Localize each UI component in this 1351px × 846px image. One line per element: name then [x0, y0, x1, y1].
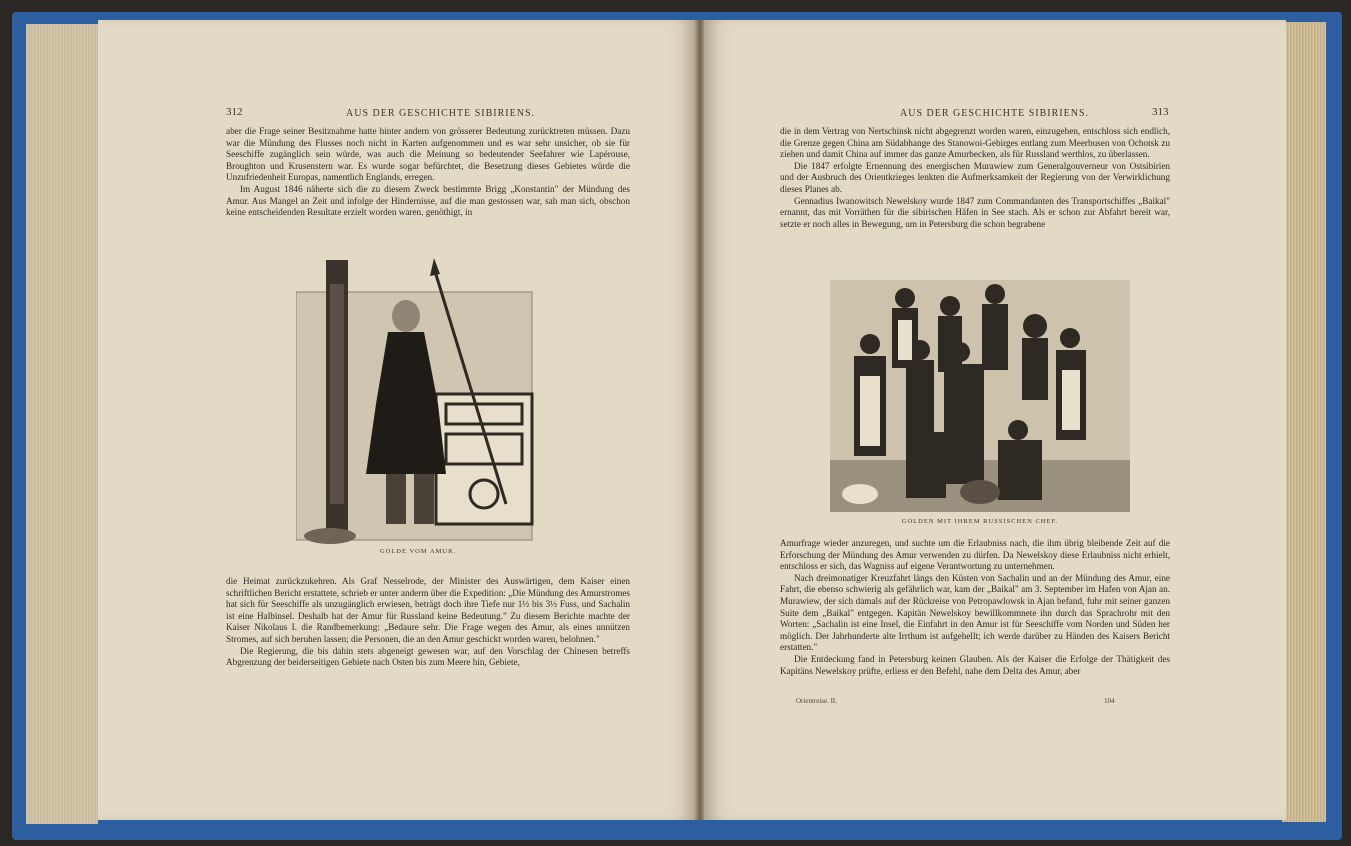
right-page: [704, 20, 1286, 820]
paragraph: Die Regierung, die bis dahin stets abgeneigt gewesen war, auf den Vorschlag der Chinesen betreffs Abgrenzung der beiderseitigen Gebiete nach Osten bis zum Meere hin, Gebiete,: [226, 645, 630, 668]
paragraph: Im August 1846 näherte sich die zu diesem Zweck bestimmte Brigg „Konstantin" der Mündung des Amur. Aus Mangel an Zeit und infolge der Hindernisse, auf die man gestossen war, sah man sich, obschon keine entscheidenden Resultate erzielt worden waren, genöthigt, in: [226, 183, 630, 218]
page-edges-right: [1282, 22, 1326, 822]
paragraph: Die Entdeckung fand in Petersburg keinen Glauben. Als der Kaiser die Erfolge der Thätigkeit des Kapitäns Newelskoy prüfte, erliess er den Befehl, nahe dem Delta des Amur, aber: [780, 653, 1170, 676]
running-head: AUS DER GESCHICHTE SIBIRIENS.: [900, 108, 1090, 119]
left-page: [98, 20, 696, 820]
signature-number: 104: [1104, 697, 1115, 705]
paragraph: die in dem Vertrag von Nertschinsk nicht abgegrenzt worden waren, einzugehen, entschloss sich endlich, die Grenze gegen China am Südabhange des Stanowoi-Gebirges entlang zum Meerbusen von Ochotsk zu ziehen und damit China auf immer das ganze Amurbecken, als für Russland werthlos, zu überlassen.: [780, 126, 1170, 160]
page-number: 312: [226, 106, 243, 118]
paragraph: aber die Frage seiner Besitznahme hatte hinter andern von grösserer Bedeutung zurücktreten müssen. Dazu war die Mündung des Flusses noch nicht in Karten aufgenommen und es war sehr unsicher, ob sie für Seeschiffe zugänglich sein würde, was auch die Meinung so bedeutender Seefahrer wie Lapérouse, Broughton und Krusenstern war. Es wurde sogar befürchtet, die Besetzung dieses Gebietes würde die Unzufriedenheit Europas, namentlich Englands, erregen.: [226, 126, 630, 183]
figure-caption: GOLDEN MIT IHREM RUSSISCHEN CHEF.: [901, 518, 1059, 525]
signature-mark: Orientreise. II.: [796, 697, 838, 705]
paragraph: Nach dreimonatiger Kreuzfahrt längs den Küsten von Sachalin und an der Mündung des Amur, eine Fahrt, die ebenso schwierig als gefährlich war, kam der „Baikal" am 3. September im Hafen von Ajan an. Murawiew, der sich damals auf der Rückreise von Petropawlowsk in Ajan befand, fuhr mit seiner ganzen Suite dem „Baikal" entgegen. Kapitän Newelskoy bewillkommnete ihn durch das Sprachrohr mit den Worten: „Sachalin ist eine Insel, die Einfahrt in den Amur ist für Seeschiffe vom Norden und Süden her möglich. Der Jahrhunderte alte Irrthum ist aufgehellt; ich werde darüber zu Händen des Kaisers Bericht erstatten.": [780, 572, 1170, 653]
running-head: AUS DER GESCHICHTE SIBIRIENS.: [346, 108, 536, 119]
text-block-top: [780, 126, 1170, 230]
paragraph: Amurfrage wieder anzuregen, und suchte um die Erlaubniss nach, die ihm übrig bleibende Zeit auf die Erforschung der Mündung des Amur verwenden zu dürfen. Da Newelskoy diese Erlaubniss nicht erhielt, entschloss er sich, das Wagniss auf eigene Verantwortung zu unternehmen.: [780, 538, 1170, 572]
page-number: 313: [1152, 106, 1169, 118]
text-block-top: [226, 126, 630, 219]
figure-caption: GOLDE VOM AMUR.: [379, 548, 457, 555]
paragraph: Die 1847 erfolgte Ernennung des energischen Murawiew zum Generalgouverneur von Ostsibirien und der Ausbruch des Orientkrieges lenkten die Aufmerksamkeit der Regierung von der Verwirklichung dieses Planes ab.: [780, 160, 1170, 194]
illustration-golden-group: [830, 280, 1130, 512]
paragraph: die Heimat zurückzukehren. Als Graf Nesselrode, der Minister des Auswärtigen, dem Kaiser einen schriftlichen Bericht erstattete, schrieb er unter anderm über die Expedition: „Die Mündung des Amurstromes hat sich für Seeschiffe als unzugänglich erwiesen, beträgt doch ihre Tiefe nur 1½ bis 3½ Fuss, und Sachalin ist eine Halbinsel. Deshalb hat der Amur für Russland keine Bedeutung." Zu diesem Berichte machte der Kaiser Nikolaus I. die Randbemerkung: „Bedaure sehr. Die Frage wegen des Amur, als eines unnützen Stromes, auf sich beruhen lassen; die Personen, die an den Amur geschickt worden waren, belohnen.": [226, 576, 630, 644]
page-edges-left: [26, 24, 98, 824]
text-block-bottom: [780, 538, 1170, 677]
illustration-golde-vom-amur: [296, 254, 540, 544]
text-block-bottom: [226, 576, 630, 669]
paragraph: Gennadius Iwanowitsch Newelskoy wurde 1847 zum Commandanten des Transportschiffes „Baikal" ernannt, das mit Vorräthen für die sibirischen Häfen in See stach. Als er schon zur Abfahrt bereit war, setzte er noch alles in Bewegung, um in Petersburg die schon begrabene: [780, 195, 1170, 229]
